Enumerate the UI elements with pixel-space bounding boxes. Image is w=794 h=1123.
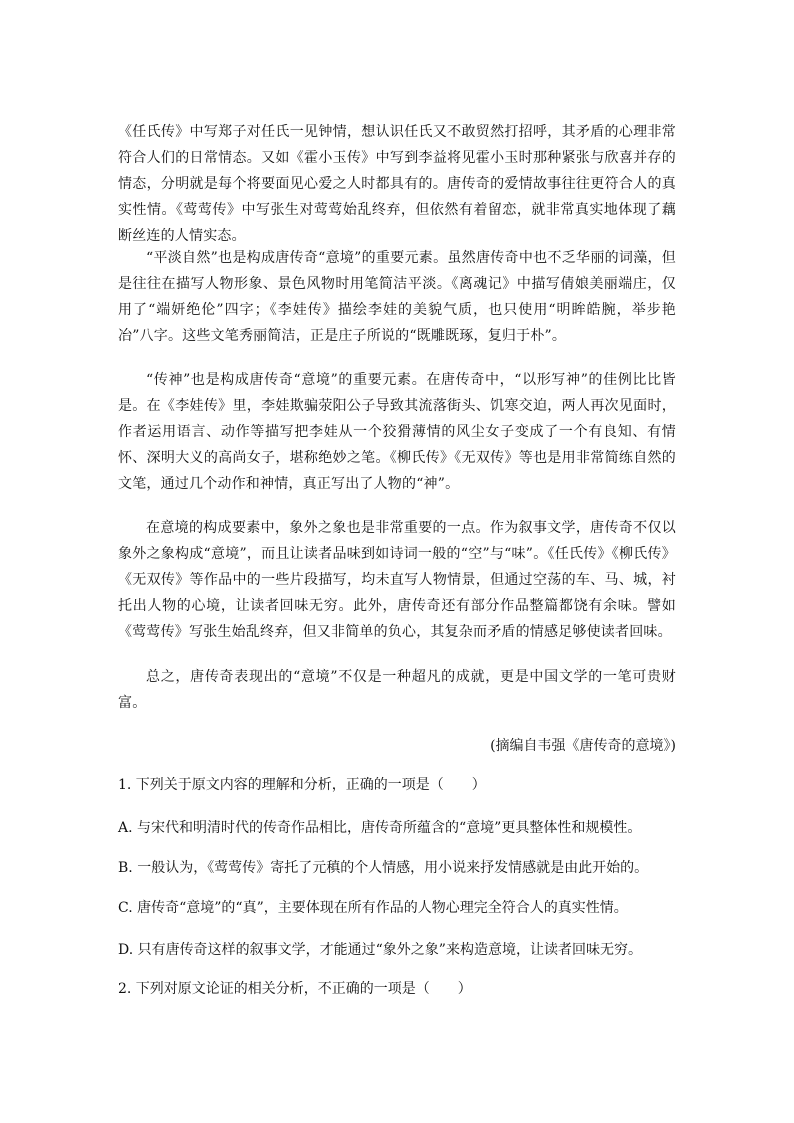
option-c: C. 唐传奇“意境”的“真”，主要体现在所有作品的人物心理完全符合人的真实性情。: [118, 900, 628, 916]
paragraph-3: “传神”也是构成唐传奇“意境”的重要元素。在唐传奇中，“以形写神”的佳例比比皆是。在《李娃传》里，李娃欺骗荥阳公子导致其流落街头、饥寒交迫，两人再次见面时，作者运用语言、动作等描写把李娃从一个狡猾薄情的风尘女子变成了一个有良知、有情怀、深明大义的高尚女子，堪称绝妙之笔。《柳氏传》《无双传》等也是用非常简练自然的文笔，通过几个动作和神情，真正写出了人物的“神”。: [118, 372, 676, 492]
paragraph-5: 总之，唐传奇表现出的“意境”不仅是一种超凡的成就，更是中国文学的一笔可贵财富。: [118, 669, 676, 711]
option-a: A. 与宋代和明清时代的传奇作品相比，唐传奇所蕴含的“意境”更具整体性和规模性。: [118, 820, 642, 836]
question-1: 1. 下列关于原文内容的理解和分析，正确的一项是（ ）: [118, 777, 486, 793]
option-d: D. 只有唐传奇这样的叙事文学，才能通过“象外之象”来构造意境，让读者回味无穷。: [118, 942, 642, 958]
paragraph-1: 《任氏传》中写郑子对任氏一见钟情，想认识任氏又不敢贸然打招呼，其矛盾的心理非常符合人们的日常情态。又如《霍小玉传》中写到李益将见霍小玉时那种紧张与欣喜并存的情态，分明就是每个将要面见心爱之人时都具有的。唐传奇的爱情故事往往更符合人的真实性情。《莺莺传》中写张生对莺莺始乱终弃，但依然有着留恋，就非常真实地体现了藕断丝连的人情实态。: [118, 124, 676, 244]
source-citation: (摘编自韦强《唐传奇的意境》): [490, 738, 676, 754]
paragraph-4: 在意境的构成要素中，象外之象也是非常重要的一点。作为叙事文学，唐传奇不仅以象外之象构成“意境”，而且让读者品味到如诗词一般的“空”与“味”。《任氏传》《柳氏传》《无双传》等作品中的一些片段描写，均未直写人物情景，但通过空荡的车、马、城，衬托出人物的心境，让读者回味无穷。此外，唐传奇还有部分作品整篇都饶有余味。譬如《莺莺传》写张生始乱终弃，但又非简单的负心，其复杂而矛盾的情感足够使读者回味。: [118, 520, 676, 640]
paragraph-2: “平淡自然”也是构成唐传奇“意境”的重要元素。虽然唐传奇中也不乏华丽的词藻，但是往往在描写人物形象、景色风物时用笔简洁平淡。《离魂记》中描写倩娘美丽端庄，仅用了“端妍绝伦”四字；《李娃传》描绘李娃的美貌气质，也只使用“明眸皓腕，举步艳冶”八字。这些文笔秀丽简洁，正是庄子所说的“既雕既琢，复归于朴”。: [118, 250, 676, 344]
option-b: B. 一般认为，《莺莺传》寄托了元稹的个人情感，用小说来抒发情感就是由此开始的。: [118, 860, 649, 876]
question-2: 2. 下列对原文论证的相关分析，不正确的一项是（ ）: [118, 981, 472, 997]
